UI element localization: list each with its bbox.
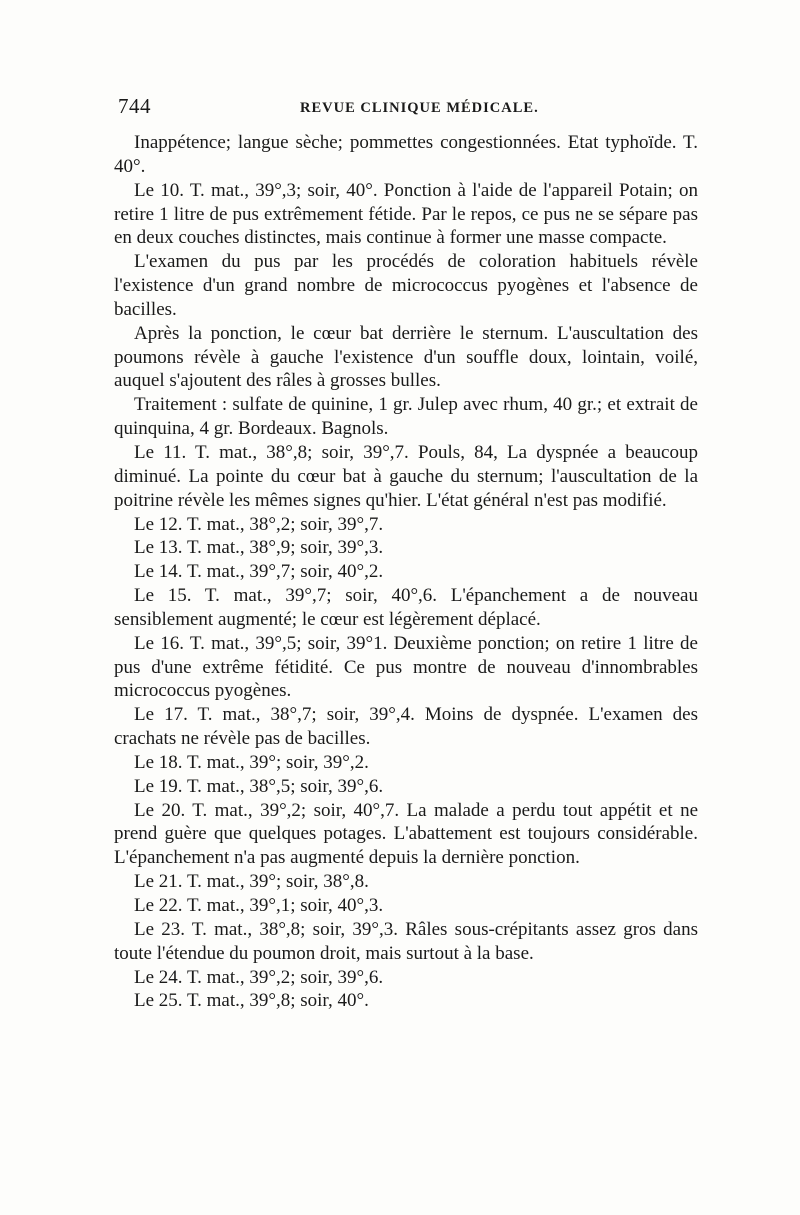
paragraph: Le 24. T. mat., 39°,2; soir, 39°,6. (134, 966, 384, 988)
paragraph: Le 12. T. mat., 38°,2; soir, 39°,7. (134, 513, 384, 535)
page-header (118, 94, 698, 124)
page-number: 744 (118, 94, 151, 118)
paragraph: Le 11. T. mat., 38°,8; soir, 39°,7. Pouls, 84, La dyspnée a beaucoup diminué. La pointe du cœur bat à gauche du sternum; l'auscultation de la poitrine révèle les mêmes signes qu'hier. L'état général n'est pas modifié. (114, 441, 698, 511)
paragraph: Le 10. T. mat., 39°,3; soir, 40°. Ponction à l'aide de l'appareil Potain; on retire 1 litre de pus extrêmement fétide. Par le repos, ce pus ne se sépare pas en deux couches distinctes, mais continue à former une masse compacte. (114, 179, 698, 249)
paragraph: Le 19. T. mat., 38°,5; soir, 39°,6. (134, 775, 384, 797)
paragraph: L'examen du pus par les procédés de coloration habituels révèle l'existence d'un grand nombre de micrococcus pyogènes et l'absence de bacilles. (114, 251, 698, 320)
body-text (114, 131, 698, 1013)
paragraph: Le 16. T. mat., 39°,5; soir, 39°1. Deuxième ponction; on retire 1 litre de pus d'une extrême fétidité. Ce pus montre de nouveau d'innombrables micrococcus pyogènes. (114, 632, 698, 702)
running-head: REVUE CLINIQUE MÉDICALE. (300, 100, 539, 116)
paragraph: Inappétence; langue sèche; pommettes congestionnées. Etat typhoïde. T. 40°. (114, 132, 698, 177)
paragraph: Après la ponction, le cœur bat derrière le sternum. L'auscultation des poumons révèle à gauche l'existence d'un souffle doux, lointain, voilé, auquel s'ajoutent des râles à grosses bulles. (114, 322, 698, 392)
paragraph: Le 23. T. mat., 38°,8; soir, 39°,3. Râles sous-crépitants assez gros dans toute l'étendue du poumon droit, mais surtout à la base. (114, 918, 698, 964)
paragraph: Le 13. T. mat., 38°,9; soir, 39°,3. (134, 537, 384, 559)
paragraph: Le 22. T. mat., 39°,1; soir, 40°,3. (134, 895, 384, 916)
paragraph: Traitement : sulfate de quinine, 1 gr. Julep avec rhum, 40 gr.; et extrait de quinquina, 4 gr. Bordeaux. Bagnols. (114, 394, 698, 440)
paragraph: Le 15. T. mat., 39°,7; soir, 40°,6. L'épanchement a de nouveau sensiblement augmenté; le cœur est légèrement déplacé. (114, 585, 698, 630)
paragraph: Le 21. T. mat., 39°; soir, 38°,8. (134, 871, 369, 893)
paragraph: Le 20. T. mat., 39°,2; soir, 40°,7. La malade a perdu tout appétit et ne prend guère que quelques potages. L'abattement est toujours considérable. L'épanchement n'a pas augmenté depuis la dernière ponction. (114, 799, 698, 869)
paragraph: Le 17. T. mat., 38°,7; soir, 39°,4. Moins de dyspnée. L'examen des crachats ne révèle pas de bacilles. (114, 704, 698, 750)
paragraph: Le 25. T. mat., 39°,8; soir, 40°. (134, 990, 369, 1012)
paragraph: Le 18. T. mat., 39°; soir, 39°,2. (134, 751, 369, 773)
paragraph: Le 14. T. mat., 39°,7; soir, 40°,2. (134, 561, 384, 583)
